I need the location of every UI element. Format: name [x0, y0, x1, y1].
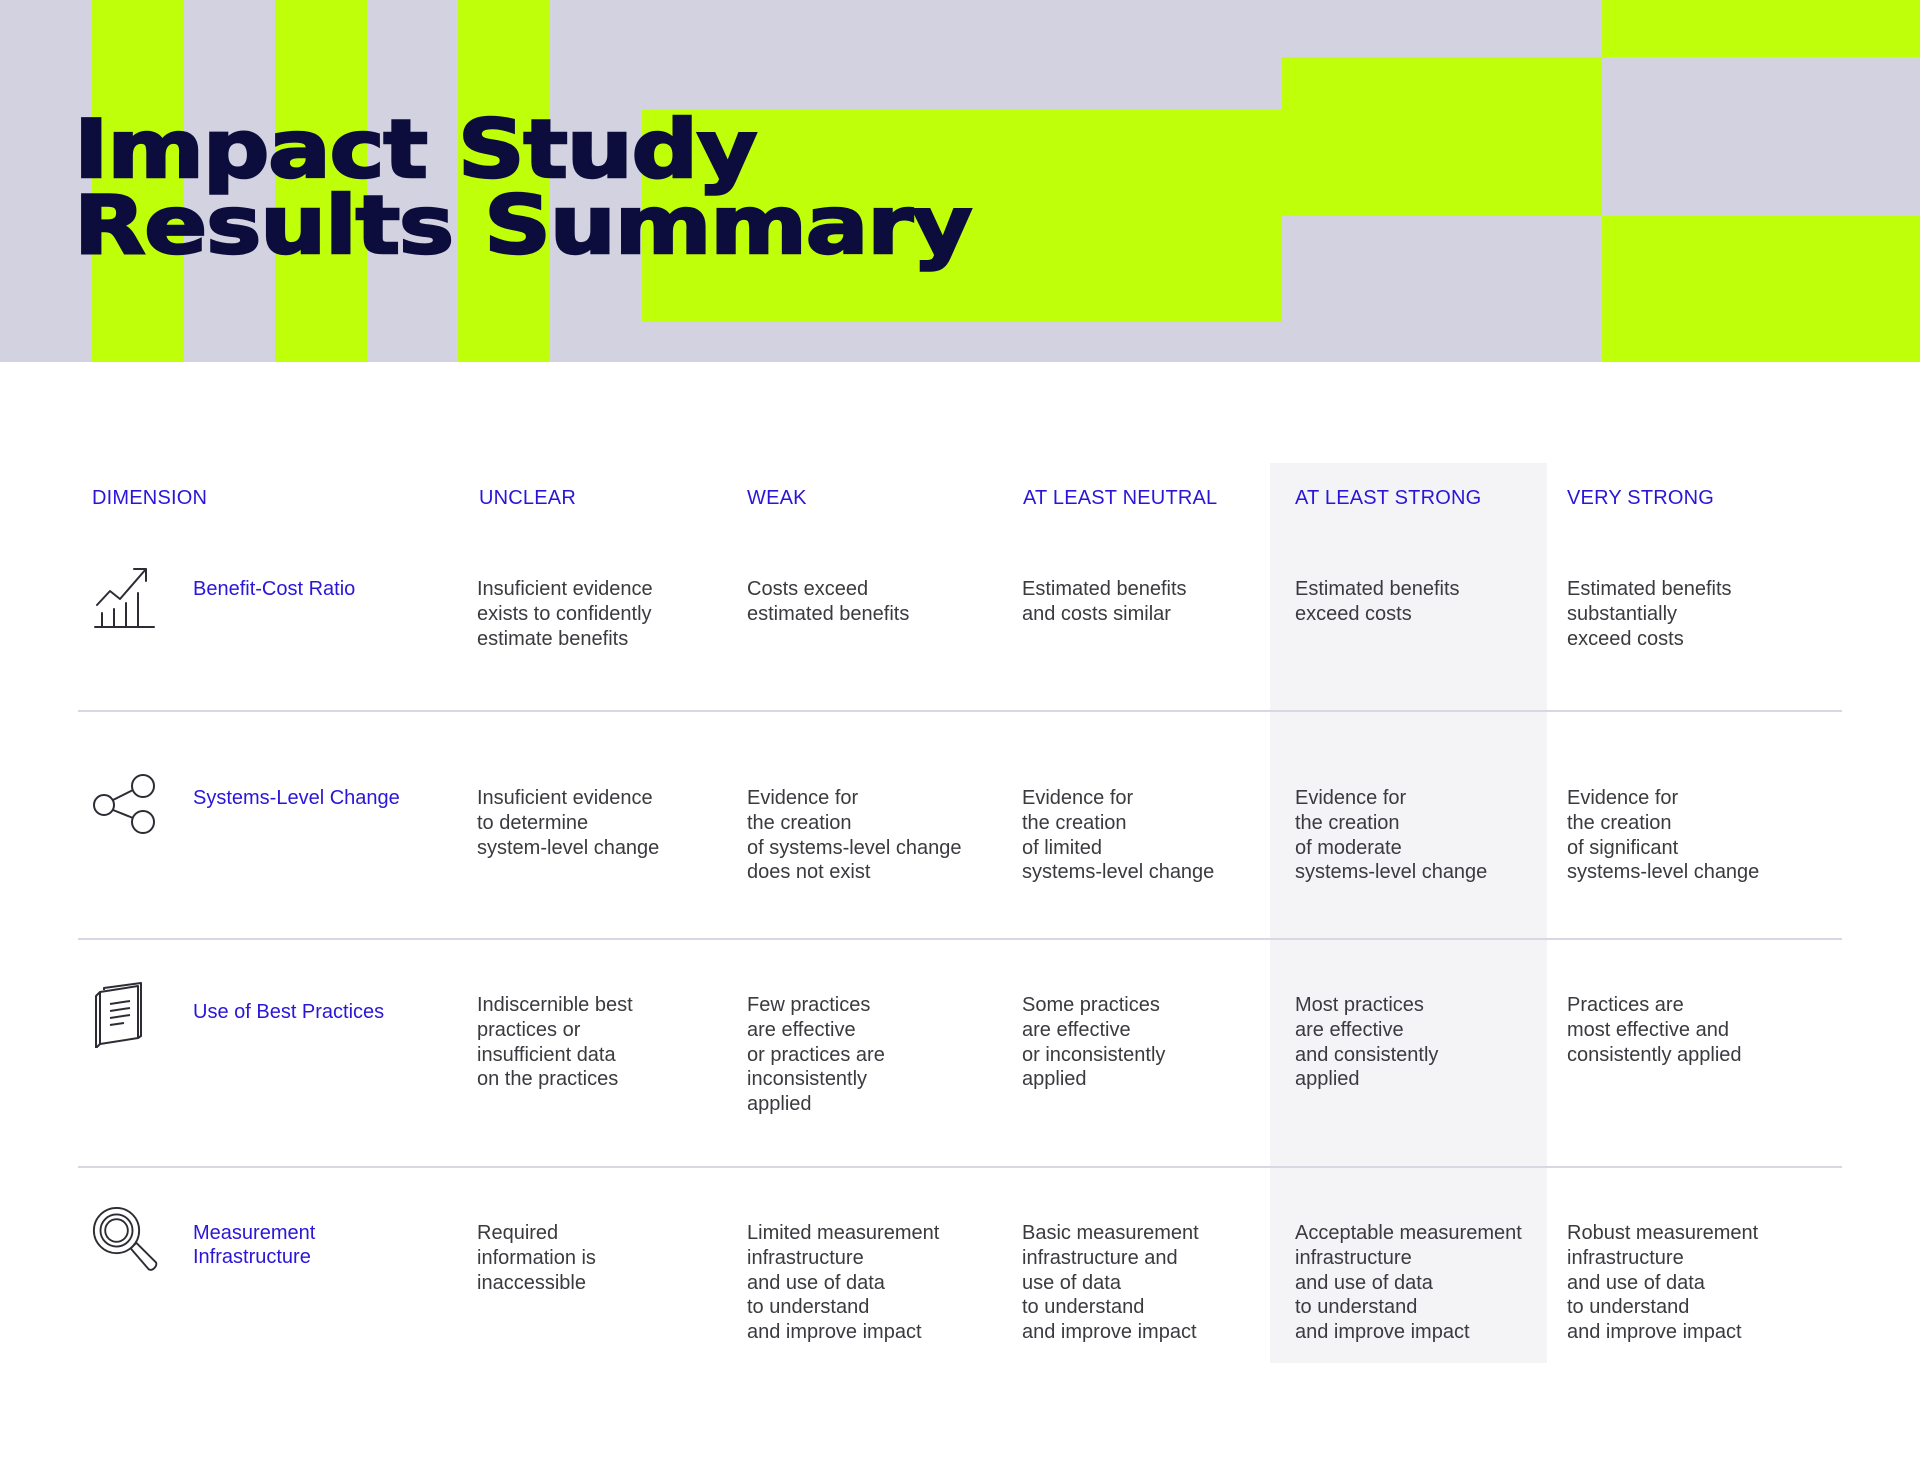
book-icon: [92, 982, 158, 1048]
header-at-least-strong: AT LEAST STRONG: [1295, 487, 1482, 509]
lime-block-mid: [1282, 57, 1602, 216]
header-at-least-neutral: AT LEAST NEUTRAL: [1023, 487, 1218, 509]
cell-unclear: Insuficient evidence to determine system-level change: [477, 787, 660, 859]
header-weak: WEAK: [747, 487, 807, 509]
lime-block-top-right: [1602, 0, 1920, 57]
row-divider: [78, 938, 1842, 940]
page-title: [74, 103, 972, 272]
title-line-2: Results Summary: [74, 179, 972, 272]
header-very-strong: VERY STRONG: [1567, 487, 1715, 509]
cell-weak: Evidence for the creation of systems-level change does not exist: [747, 787, 962, 884]
dimension-benefit-cost-ratio: Benefit-Cost Ratio: [193, 578, 356, 600]
title-line-1: Impact Study: [74, 103, 757, 196]
cell-unclear: Insuficient evidence exists to confidently estimate benefits: [477, 578, 653, 650]
row-divider: [78, 710, 1842, 712]
share-network-icon: [92, 772, 158, 838]
cell-at-least-strong: Estimated benefits exceed costs: [1295, 578, 1460, 625]
cell-very-strong: Robust measurement infrastructure and use of data to understand and improve impact: [1567, 1222, 1759, 1344]
header-unclear: UNCLEAR: [479, 487, 576, 509]
cell-at-least-strong: Most practices are effective and consistently applied: [1295, 994, 1439, 1091]
cell-very-strong: Practices are most effective and consistently applied: [1567, 994, 1742, 1066]
cell-at-least-strong: Evidence for the creation of moderate systems-level change: [1295, 787, 1488, 884]
cell-at-least-strong: Acceptable measurement infrastructure and use of data to understand and improve impact: [1295, 1222, 1522, 1344]
cell-weak: Few practices are effective or practices are inconsistently applied: [747, 994, 885, 1116]
cell-at-least-neutral: Some practices are effective or inconsistently applied: [1022, 994, 1166, 1091]
cell-unclear: Indiscernible best practices or insufficient data on the practices: [477, 994, 633, 1091]
cell-at-least-neutral: Estimated benefits and costs similar: [1022, 578, 1187, 625]
cell-at-least-neutral: Basic measurement infrastructure and use of data to understand and improve impact: [1022, 1222, 1199, 1344]
cell-very-strong: Evidence for the creation of significant systems-level change: [1567, 787, 1760, 884]
lime-block-bottom-right: [1602, 216, 1920, 362]
dimension-use-of-best-practices: Use of Best Practices: [193, 1001, 385, 1023]
header-dimension: DIMENSION: [92, 487, 208, 509]
dimension-measurement-infrastructure: Measurement Infrastructure: [193, 1222, 316, 1268]
cell-very-strong: Estimated benefits substantially exceed costs: [1567, 578, 1732, 650]
cell-unclear: Required information is inaccessible: [477, 1222, 596, 1294]
header-banner: [0, 0, 1920, 362]
cell-at-least-neutral: Evidence for the creation of limited systems-level change: [1022, 787, 1215, 884]
magnifier-icon: [92, 1206, 158, 1272]
cell-weak: Limited measurement infrastructure and use of data to understand and improve impact: [747, 1222, 940, 1344]
growth-chart-icon: [92, 563, 158, 629]
dimension-systems-level-change: Systems-Level Change: [193, 787, 400, 809]
row-divider: [78, 1166, 1842, 1168]
cell-weak: Costs exceed estimated benefits: [747, 578, 910, 625]
